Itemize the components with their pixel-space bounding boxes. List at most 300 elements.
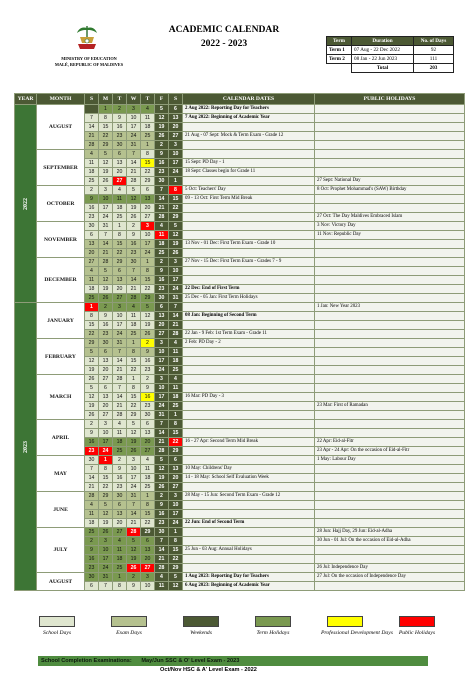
day-cell: 3: [155, 375, 169, 384]
weekday-header: W: [127, 94, 141, 105]
term-days: 92: [414, 46, 454, 55]
day-cell: 13: [113, 510, 127, 519]
calendar-date-note: [183, 231, 315, 240]
day-cell: 7: [127, 501, 141, 510]
day-cell: 3: [127, 105, 141, 114]
day-cell: 16: [155, 276, 169, 285]
day-cell: 15: [141, 510, 155, 519]
day-cell: 13: [141, 429, 155, 438]
day-cell: 18: [85, 285, 99, 294]
day-cell: 20: [99, 402, 113, 411]
day-cell: 29: [99, 141, 113, 150]
week-row: [15, 528, 465, 537]
calendar-date-note: 25 Jun - 03 Aug: Annual Holidays: [183, 546, 315, 555]
calendar-date-note: [183, 429, 315, 438]
public-holiday-note: [315, 285, 465, 294]
day-cell: 2: [141, 339, 155, 348]
day-cell: 9: [85, 546, 99, 555]
day-cell: 16: [141, 393, 155, 402]
day-cell: 7: [127, 267, 141, 276]
day-cell: 10: [169, 150, 183, 159]
calendar-date-note: [183, 222, 315, 231]
public-holiday-note: 28 Jun: Hajj Day, 29 Jun: Eid-al-Adha: [315, 528, 465, 537]
calendar-date-note: [183, 447, 315, 456]
calendar-date-note: [183, 276, 315, 285]
day-cell: 6: [113, 501, 127, 510]
day-cell: 1: [113, 573, 127, 582]
day-cell: 14: [85, 123, 99, 132]
day-cell: 21: [127, 285, 141, 294]
day-cell: 28: [127, 528, 141, 537]
calendar-date-note: [183, 366, 315, 375]
day-cell: 1: [141, 141, 155, 150]
day-cell: 25: [85, 177, 99, 186]
calendar-date-note: [183, 555, 315, 564]
day-cell: 27: [155, 330, 169, 339]
day-cell: 10: [155, 384, 169, 393]
day-cell: 20: [155, 321, 169, 330]
public-holiday-note: 3 Nov: Victory Day: [315, 222, 465, 231]
public-holiday-note: [315, 375, 465, 384]
day-cell: 18: [169, 357, 183, 366]
day-cell: 10: [155, 348, 169, 357]
day-cell: 19: [169, 240, 183, 249]
day-cell: 4: [169, 339, 183, 348]
term-name: Term 1: [327, 46, 352, 55]
day-cell: 3: [99, 420, 113, 429]
public-holiday-note: 11 Nov: Republic Day: [315, 231, 465, 240]
day-cell: 31: [113, 339, 127, 348]
public-holiday-note: [315, 204, 465, 213]
calendar-date-note: 18 Sept: Classes begin for Grade 11: [183, 168, 315, 177]
public-holiday-note: [315, 483, 465, 492]
calendar-date-note: 27 Nov - 15 Dec: First Term Exam - Grades 7 - 9: [183, 258, 315, 267]
day-cell: 27: [169, 483, 183, 492]
day-cell: 27: [141, 564, 155, 573]
month-label: SEPTEMBER: [37, 150, 85, 186]
day-cell: 12: [85, 357, 99, 366]
day-cell: 5: [127, 537, 141, 546]
month-label: MARCH: [37, 375, 85, 420]
day-cell: 9: [85, 429, 99, 438]
public-holiday-note: 27 Oct: The Day Maldives Embraced Islam: [315, 213, 465, 222]
day-cell: 21: [169, 321, 183, 330]
day-cell: 23: [85, 564, 99, 573]
day-cell: 20: [169, 474, 183, 483]
day-cell: 24: [99, 564, 113, 573]
public-holidays-header: PUBLIC HOLIDAYS: [315, 94, 465, 105]
calendar-date-note: [183, 357, 315, 366]
day-cell: 26: [155, 483, 169, 492]
day-cell: 9: [155, 150, 169, 159]
day-cell: 4: [85, 501, 99, 510]
public-holiday-note: 30 Jun - 01 Jul: On the occasion of Eid-al-Adha: [315, 537, 465, 546]
day-cell: 14: [113, 393, 127, 402]
day-cell: 11: [169, 348, 183, 357]
day-cell: 9: [99, 312, 113, 321]
public-holiday-note: [315, 330, 465, 339]
day-cell: 11: [113, 429, 127, 438]
day-cell: 15: [127, 357, 141, 366]
public-holiday-note: [315, 429, 465, 438]
day-cell: 2: [85, 420, 99, 429]
day-cell: 22: [169, 204, 183, 213]
public-holiday-note: [315, 249, 465, 258]
title-line-2: 2022 - 2023: [200, 38, 248, 49]
day-cell: 29: [169, 564, 183, 573]
day-cell: 18: [113, 555, 127, 564]
day-cell: 28: [169, 330, 183, 339]
public-holiday-note: 22 Apr: Eid-al-Fitr: [315, 438, 465, 447]
day-cell: 16: [85, 438, 99, 447]
calendar-date-note: 16 Mar: PD Day - 3: [183, 393, 315, 402]
day-cell: 5: [169, 222, 183, 231]
day-cell: 5: [99, 150, 113, 159]
day-cell: 31: [155, 411, 169, 420]
day-cell: 20: [141, 204, 155, 213]
day-cell: 20: [113, 519, 127, 528]
public-holiday-note: [315, 321, 465, 330]
public-holiday-note: [315, 366, 465, 375]
day-cell: 21: [127, 168, 141, 177]
day-cell: 21: [155, 204, 169, 213]
legend-item: [177, 616, 225, 636]
week-row: [15, 105, 465, 114]
term-col-header: Term: [327, 37, 352, 46]
day-cell: 2: [85, 537, 99, 546]
day-cell: 23: [113, 483, 127, 492]
day-cell: 18: [127, 321, 141, 330]
day-cell: 16: [155, 159, 169, 168]
day-cell: 30: [85, 573, 99, 582]
day-cell: 2: [113, 105, 127, 114]
day-cell: 20: [141, 438, 155, 447]
legend-item: [249, 616, 297, 636]
day-cell: 3: [169, 141, 183, 150]
day-cell: 23: [141, 402, 155, 411]
public-holiday-note: [315, 348, 465, 357]
day-cell: 15: [99, 123, 113, 132]
day-cell: 8: [113, 582, 127, 591]
day-cell: 2: [127, 573, 141, 582]
day-cell: 30: [113, 141, 127, 150]
public-holiday-note: [315, 168, 465, 177]
legend-label: Public Holidays: [398, 630, 436, 636]
day-cell: 14: [155, 429, 169, 438]
term-duration: 07 Aug - 22 Dec 2022: [352, 46, 414, 55]
day-cell: 14: [113, 357, 127, 366]
calendar-date-note: 28 May - 15 Jun: Second Term Exam - Grade 12: [183, 492, 315, 501]
day-cell: 7: [99, 231, 113, 240]
day-cell: 1: [127, 339, 141, 348]
day-cell: 18: [85, 168, 99, 177]
day-cell: 11: [85, 276, 99, 285]
day-cell: 12: [127, 429, 141, 438]
public-holiday-note: [315, 420, 465, 429]
day-cell: 16: [85, 555, 99, 564]
week-row: [15, 492, 465, 501]
day-cell: 9: [141, 348, 155, 357]
public-holiday-note: [315, 519, 465, 528]
day-cell: 7: [85, 114, 99, 123]
school-completion-line-2: Oct/Nov HSC & A' Level Exam - 2022: [160, 667, 257, 673]
day-cell: 13: [113, 159, 127, 168]
day-cell: 1: [113, 222, 127, 231]
weekday-header: M: [99, 94, 113, 105]
calendar-date-note: [183, 501, 315, 510]
day-cell: 25: [155, 249, 169, 258]
public-holiday-note: 23 Apr - 24 Apr: On the occasion of Eid-al-Fitr: [315, 447, 465, 456]
public-holiday-note: [315, 141, 465, 150]
day-cell: 12: [85, 393, 99, 402]
day-cell: 18: [113, 204, 127, 213]
day-cell: 25: [113, 213, 127, 222]
school-completion-line-1: May/Jun SSC & O' Level Exam - 2023: [141, 658, 240, 664]
public-holiday-note: [315, 123, 465, 132]
public-holiday-note: [315, 501, 465, 510]
day-cell: 17: [113, 321, 127, 330]
calendar-date-note: [183, 321, 315, 330]
calendar-date-note: 14 - 18 May: School Self Evaluation Week: [183, 474, 315, 483]
calendar-date-note: [183, 267, 315, 276]
day-cell: 17: [169, 510, 183, 519]
day-cell: 21: [127, 519, 141, 528]
calendar-date-note: [183, 150, 315, 159]
day-cell: 10: [141, 231, 155, 240]
day-cell: 10: [141, 582, 155, 591]
day-cell: 6: [85, 231, 99, 240]
day-cell: 4: [113, 420, 127, 429]
day-cell: 15: [169, 195, 183, 204]
day-cell: 25: [85, 294, 99, 303]
day-cell: 27: [113, 294, 127, 303]
day-cell: 8: [113, 231, 127, 240]
public-holiday-note: [315, 465, 465, 474]
day-cell: 19: [127, 204, 141, 213]
day-cell: 9: [141, 384, 155, 393]
calendar-date-note: 2 Aug 2022: Reporting Day for Teachers: [183, 105, 315, 114]
day-cell: 3: [155, 339, 169, 348]
public-holiday-note: [315, 357, 465, 366]
day-cell: 1: [169, 411, 183, 420]
day-cell: 15: [169, 546, 183, 555]
day-cell: [85, 105, 99, 114]
calendar-date-note: [183, 249, 315, 258]
calendar-date-note: [183, 141, 315, 150]
day-cell: 6: [99, 348, 113, 357]
public-holiday-note: [315, 582, 465, 591]
day-cell: 11: [141, 114, 155, 123]
day-cell: 17: [127, 474, 141, 483]
day-cell: 8: [141, 501, 155, 510]
legend-swatch: [111, 616, 147, 627]
day-cell: 2: [127, 222, 141, 231]
day-cell: 16: [113, 474, 127, 483]
public-holiday-note: [315, 276, 465, 285]
day-cell: 13: [169, 465, 183, 474]
day-cell: 27: [113, 528, 127, 537]
day-cell: 19: [99, 285, 113, 294]
weekday-header: F: [155, 94, 169, 105]
day-cell: 24: [141, 249, 155, 258]
month-label: OCTOBER: [37, 186, 85, 222]
day-cell: 18: [155, 240, 169, 249]
day-cell: 8: [85, 312, 99, 321]
day-cell: 5: [99, 501, 113, 510]
day-cell: 3: [169, 492, 183, 501]
day-cell: 23: [141, 366, 155, 375]
calendar-date-note: 09 - 13 Oct: First Term Mid Break: [183, 195, 315, 204]
day-cell: 13: [141, 546, 155, 555]
day-cell: 28: [155, 447, 169, 456]
day-cell: 21: [85, 132, 99, 141]
day-cell: 2: [113, 456, 127, 465]
day-cell: 17: [127, 123, 141, 132]
year-cell: [15, 105, 37, 303]
day-cell: 6: [141, 420, 155, 429]
legend-item: [321, 616, 393, 636]
day-cell: 26: [169, 249, 183, 258]
day-cell: 27: [113, 177, 127, 186]
day-cell: 6: [113, 267, 127, 276]
calendar-date-note: [183, 510, 315, 519]
day-cell: 28: [155, 213, 169, 222]
calendar-date-note: [183, 528, 315, 537]
title-line-1: ACADEMIC CALENDAR: [168, 24, 280, 35]
weekday-header: T: [141, 94, 155, 105]
public-holiday-note: [315, 258, 465, 267]
day-cell: 17: [169, 159, 183, 168]
day-cell: 20: [99, 366, 113, 375]
day-cell: 24: [155, 402, 169, 411]
day-cell: 12: [155, 114, 169, 123]
weekday-header: S: [85, 94, 99, 105]
public-holiday-note: 1 Jan: New Year 2023: [315, 303, 465, 312]
calendar-date-note: 21 Aug - 07 Sept: Mock & Term Exam - Grade 12: [183, 132, 315, 141]
day-cell: 5: [127, 420, 141, 429]
day-cell: 24: [155, 366, 169, 375]
day-cell: 15: [85, 321, 99, 330]
week-row: [15, 222, 465, 231]
day-cell: 17: [169, 276, 183, 285]
day-cell: 8: [169, 186, 183, 195]
month-label: JULY: [37, 528, 85, 573]
day-cell: 8: [169, 537, 183, 546]
public-holiday-note: [315, 474, 465, 483]
total-days: 203: [414, 64, 454, 73]
day-cell: 24: [127, 483, 141, 492]
day-cell: 6: [141, 537, 155, 546]
day-cell: 25: [113, 564, 127, 573]
public-holiday-note: [315, 492, 465, 501]
day-cell: 4: [113, 186, 127, 195]
legend-label: Professional Development Days: [321, 630, 393, 636]
day-cell: 9: [127, 582, 141, 591]
day-cell: 14: [127, 510, 141, 519]
public-holiday-note: [315, 150, 465, 159]
day-cell: 19: [127, 438, 141, 447]
day-cell: 14: [155, 195, 169, 204]
year-cell: [15, 303, 37, 591]
week-row: [15, 150, 465, 159]
day-cell: 1: [141, 258, 155, 267]
day-cell: 7: [155, 186, 169, 195]
day-cell: 23: [99, 330, 113, 339]
day-cell: 26: [85, 411, 99, 420]
public-holiday-note: [315, 240, 465, 249]
calendar-date-note: 10 May: Childrens' Day: [183, 465, 315, 474]
legend-item: [393, 616, 441, 636]
day-cell: 23: [85, 447, 99, 456]
day-cell: 10: [99, 546, 113, 555]
day-cell: 7: [127, 150, 141, 159]
calendar-table: [14, 93, 465, 591]
day-cell: 2: [155, 258, 169, 267]
calendar-date-note: 13 Nov - 01 Dec: First Term Exam - Grade 10: [183, 240, 315, 249]
public-holiday-note: [315, 393, 465, 402]
day-cell: 27: [141, 447, 155, 456]
day-cell: 20: [85, 249, 99, 258]
day-cell: 25: [113, 447, 127, 456]
day-cell: 23: [127, 249, 141, 258]
day-cell: 25: [85, 528, 99, 537]
calendar-date-note: 25 Dec - 05 Jan: First Term Holidays: [183, 294, 315, 303]
day-cell: 30: [141, 411, 155, 420]
public-holiday-note: 8 Oct: Prophet Mohammad's (SAW) Birthday: [315, 186, 465, 195]
day-cell: 24: [127, 132, 141, 141]
day-cell: 11: [113, 546, 127, 555]
weekday-header: S: [169, 94, 183, 105]
day-cell: 19: [155, 474, 169, 483]
public-holiday-note: 27 Sept: National Day: [315, 177, 465, 186]
day-cell: 18: [85, 519, 99, 528]
legend-item: [105, 616, 153, 636]
public-holiday-note: [315, 510, 465, 519]
day-cell: 26: [99, 177, 113, 186]
calendar-date-note: 1 Aug 2023: Reporting Day for Teachers: [183, 573, 315, 582]
public-holiday-note: [315, 114, 465, 123]
calendar-date-note: [183, 402, 315, 411]
day-cell: 11: [169, 384, 183, 393]
day-cell: 8: [141, 267, 155, 276]
day-cell: 22: [169, 555, 183, 564]
day-cell: 12: [141, 312, 155, 321]
day-cell: 18: [141, 123, 155, 132]
day-cell: 28: [155, 564, 169, 573]
day-cell: 30: [155, 294, 169, 303]
day-cell: 24: [169, 285, 183, 294]
calendar-date-note: 15 Sept: PD Day - 1: [183, 159, 315, 168]
day-cell: 1: [99, 456, 113, 465]
day-cell: 24: [99, 213, 113, 222]
day-cell: 11: [155, 582, 169, 591]
public-holiday-note: [315, 339, 465, 348]
day-cell: 5: [155, 105, 169, 114]
day-cell: 12: [99, 276, 113, 285]
day-cell: 8: [127, 348, 141, 357]
term-duration: 08 Jan - 22 Jun 2023: [352, 55, 414, 64]
ministry-address: MALÉ, REPUBLIC OF MALDIVES: [54, 61, 124, 67]
emblem-icon: [74, 24, 100, 52]
day-cell: 30: [113, 492, 127, 501]
day-cell: 22: [99, 483, 113, 492]
year-label: 2023: [22, 440, 29, 453]
day-cell: 1: [85, 303, 99, 312]
day-cell: 13: [169, 114, 183, 123]
week-row: [15, 375, 465, 384]
day-cell: 29: [113, 258, 127, 267]
school-completion-bar: [38, 656, 428, 666]
